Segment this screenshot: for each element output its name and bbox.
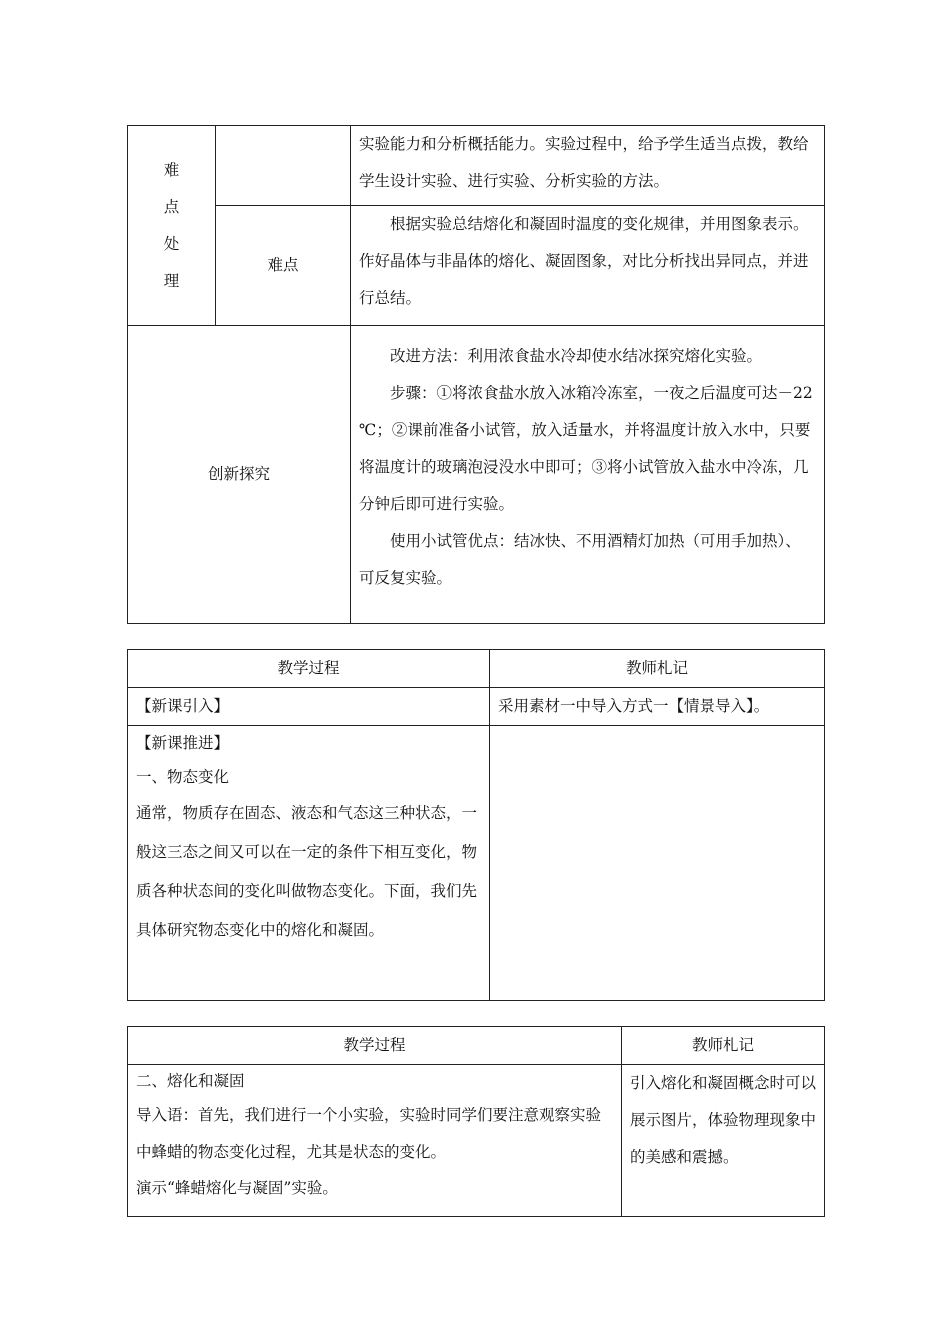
difficulty-label: 难点 xyxy=(216,206,351,326)
teaching-process-table-1 xyxy=(127,649,825,1001)
difficulty-handling-label: 难 点 处 理 xyxy=(128,126,216,326)
progress-heading: 【新课推进】 xyxy=(136,734,230,752)
melting-note: 引入熔化和凝固概念时可以展示图片，体验物理现象中的美感和震撼。 xyxy=(622,1065,825,1217)
demo-line: 演示“蜂蜡熔化与凝固”实验。 xyxy=(136,1179,338,1197)
state-change-text: 通常，物质存在固态、液态和气态这三种状态，一般这三态之间又可以在一定的条件下相互变化，物质各种状态间的变化叫做物态变化。下面，我们先具体研究物态变化中的熔化和凝固。 xyxy=(136,804,478,939)
teaching-process-table-2 xyxy=(127,1026,825,1217)
lesson-progress xyxy=(128,726,490,1001)
innovation-content: 改进方法：利用浓食盐水冷却使水结冰探究熔化实验。 步骤：①将浓食盐水放入冰箱冷冻室，一夜之后温度可达－22 ℃；②课前准备小试管，放入适量水，并将温度计放入水中，只要将温度计的玻璃泡浸没水中即可；③将小试管放入盐水中冷冻，几分钟后即可进行实验。 使用小试管优点：结冰快、不用酒精灯加热（可用手加热）、可反复实验。 xyxy=(351,326,825,624)
section-title-state-change: 一、物态变化 xyxy=(136,768,230,786)
ability-text: 实验能力和分析概括能力。实验过程中，给予学生适当点拨，教给学生设计实验、进行实验、分析实验的方法。 xyxy=(351,126,825,206)
intro-speech: 导入语：首先，我们进行一个小实验，实验时同学们要注意观察实验中蜂蜡的物态变化过程，尤其是状态的变化。 xyxy=(136,1106,602,1161)
notes-empty xyxy=(490,726,825,1001)
melting-section xyxy=(128,1065,622,1217)
innovation-label: 创新探究 xyxy=(128,326,351,624)
difficulty-table xyxy=(127,125,825,624)
header-teacher-notes-2: 教师札记 xyxy=(622,1027,825,1065)
new-lesson-intro: 【新课引入】 xyxy=(128,688,490,726)
difficulty-text: 根据实验总结熔化和凝固时温度的变化规律，并用图象表示。作好晶体与非晶体的熔化、凝固图象，对比分析找出异同点，并进行总结。 xyxy=(351,206,825,326)
header-teacher-notes: 教师札记 xyxy=(490,650,825,688)
melting-title: 二、熔化和凝固 xyxy=(136,1072,245,1090)
intro-note: 采用素材一中导入方式一【情景导入】。 xyxy=(490,688,825,726)
empty-cell xyxy=(216,126,351,206)
header-teaching-process-2: 教学过程 xyxy=(128,1027,622,1065)
header-teaching-process: 教学过程 xyxy=(128,650,490,688)
